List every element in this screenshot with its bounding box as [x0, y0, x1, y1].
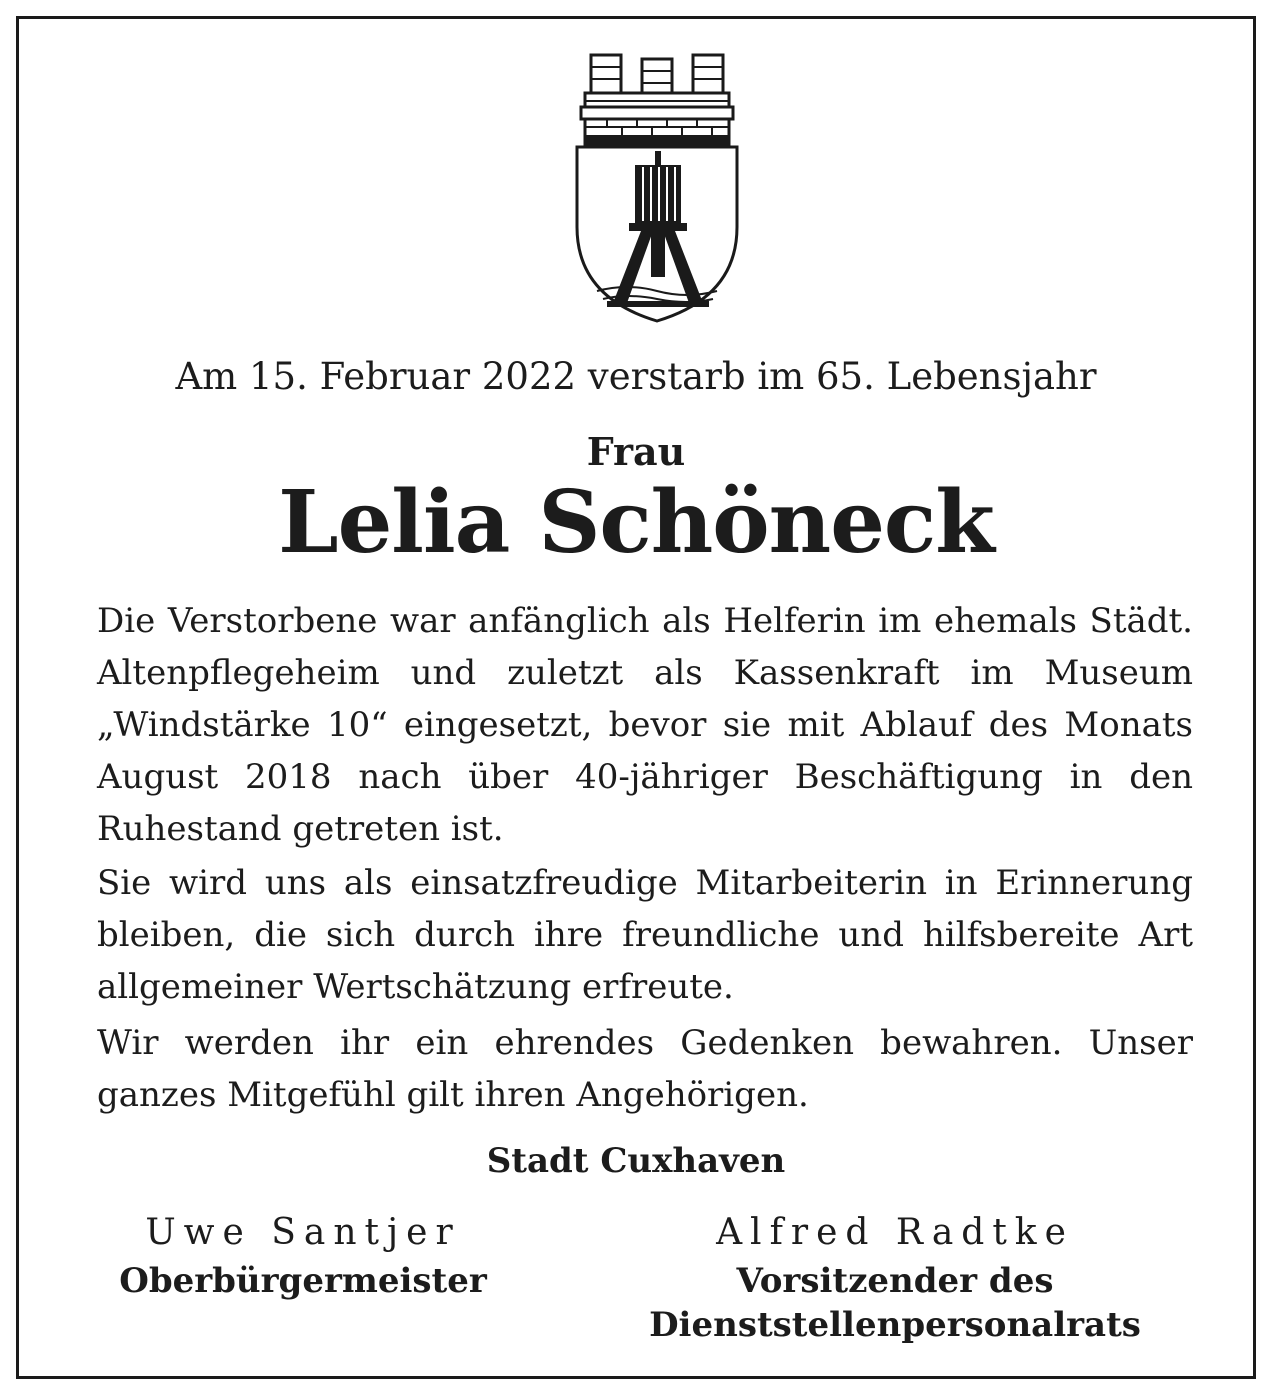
signatory-staff-council — [605, 1207, 1185, 1347]
signatory-mayor — [83, 1207, 523, 1303]
signatory-title: Vorsitzender des Dienststellenpersonalrats — [649, 1261, 1141, 1345]
obituary-notice — [16, 16, 1256, 1379]
signatory-name: Uwe Santjer — [145, 1212, 461, 1253]
coat-of-arms-icon — [567, 47, 747, 327]
signatory-name: Alfred Radtke — [716, 1212, 1074, 1253]
organization-name: Stadt Cuxhaven — [486, 1141, 786, 1181]
paragraph-condolence: Wir werden ihr ein ehrendes Gedenken bewahren. Unser ganzes Mitgefühl gilt ihren Angehörigen. — [97, 1023, 1193, 1115]
intro-line: Am 15. Februar 2022 verstarb im 65. Lebensjahr — [175, 355, 1097, 398]
deceased-name: Lelia Schöneck — [278, 472, 994, 573]
paragraph-remembrance: Sie wird uns als einsatzfreudige Mitarbeiterin in Erinnerung bleiben, die sich durch ihre freundliche und hilfsbereite Art allgemeiner Wertschätzung erfreute. — [97, 863, 1193, 1007]
paragraph-career: Die Verstorbene war anfänglich als Helferin im ehemals Städt. Altenpflegeheim und zuletzt als Kassenkraft im Museum „Windstärke 10“ eingesetzt, bevor sie mit Ablauf des Monats August 2018 nach über 40-jähriger Beschäftigung in den Ruhestand getreten ist. — [97, 601, 1193, 849]
signatory-title: Oberbürgermeister — [119, 1261, 487, 1301]
honorific: Frau — [586, 429, 686, 474]
